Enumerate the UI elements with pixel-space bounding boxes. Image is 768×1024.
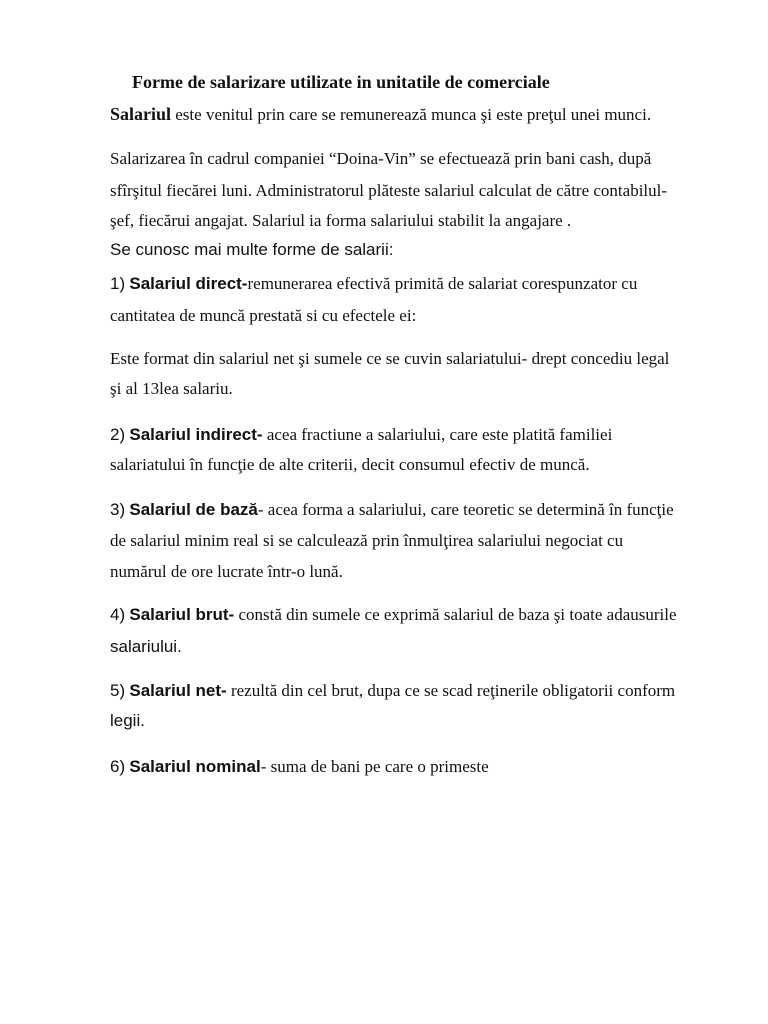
form-item-direct xyxy=(110,273,637,295)
form-term: Salariul nominal xyxy=(129,757,261,776)
form-item-nominal xyxy=(110,756,489,778)
form-item-gross xyxy=(110,604,677,626)
form-line: salariatului în funcţie de alte criterii, decit consumul efectiv de muncă. xyxy=(110,455,590,474)
forms-intro: Se cunosc mai multe forme de salarii: xyxy=(110,240,394,259)
form-line: rezultă din cel brut, dupa ce se scad reţinerile obligatorii conform xyxy=(226,681,676,700)
form-term: Salariul direct- xyxy=(129,274,248,293)
company-line-1: Salarizarea în cadrul companiei “Doina-Vin” se efectuează prin bani cash, după xyxy=(110,149,652,168)
form-extra-line: şi al 13lea salariu. xyxy=(110,379,233,398)
form-line: de salariul minim real si se calculează prin înmulţirea salariului negociat cu xyxy=(110,531,624,550)
form-term: Salariul de bază xyxy=(129,500,258,519)
intro-paragraph xyxy=(110,103,651,126)
intro-definition: este venitul prin care se remunerează munca şi este preţul unei munci. xyxy=(171,105,652,124)
form-number: 3) xyxy=(110,500,126,519)
form-line: salariului. xyxy=(110,637,182,656)
form-number: 4) xyxy=(110,605,126,624)
form-line: remunerarea efectivă primită de salariat corespunzator cu xyxy=(247,274,638,293)
form-number: 5) xyxy=(110,681,126,700)
form-item-net xyxy=(110,680,675,702)
form-term: Salariul indirect- xyxy=(129,425,263,444)
form-line: - suma de bani pe care o primeste xyxy=(260,757,489,776)
page-title: Forme de salarizare utilizate in unitatile de comerciale xyxy=(132,72,550,92)
form-term: Salariul net- xyxy=(129,681,227,700)
form-item-base xyxy=(110,499,674,521)
form-number: 6) xyxy=(110,757,126,776)
company-line-3: şef, fiecărui angajat. Salariul ia forma salariului stabilit la angajare . xyxy=(110,211,572,230)
form-line: - acea forma a salariului, care teoretic se determină în funcţie xyxy=(257,500,674,519)
form-line: numărul de ore lucrate într-o lună. xyxy=(110,562,343,581)
form-item-indirect xyxy=(110,424,612,446)
form-number: 2) xyxy=(110,425,126,444)
form-number: 1) xyxy=(110,274,126,293)
form-extra-line: Este format din salariul net şi sumele ce se cuvin salariatului- drept concediu legal xyxy=(110,349,670,368)
intro-term: Salariul xyxy=(110,104,172,124)
form-line: legii. xyxy=(110,711,145,730)
form-line: constă din sumele ce exprimă salariul de baza şi toate adausurile xyxy=(234,605,677,624)
form-term: Salariul brut- xyxy=(129,605,235,624)
company-line-2: sfîrşitul fiecărei luni. Administratorul plăteste salariul calculat de către contabilul- xyxy=(110,181,668,200)
form-line: acea fractiune a salariului, care este platită familiei xyxy=(262,425,613,444)
form-line: cantitatea de muncă prestată si cu efectele ei: xyxy=(110,306,417,325)
